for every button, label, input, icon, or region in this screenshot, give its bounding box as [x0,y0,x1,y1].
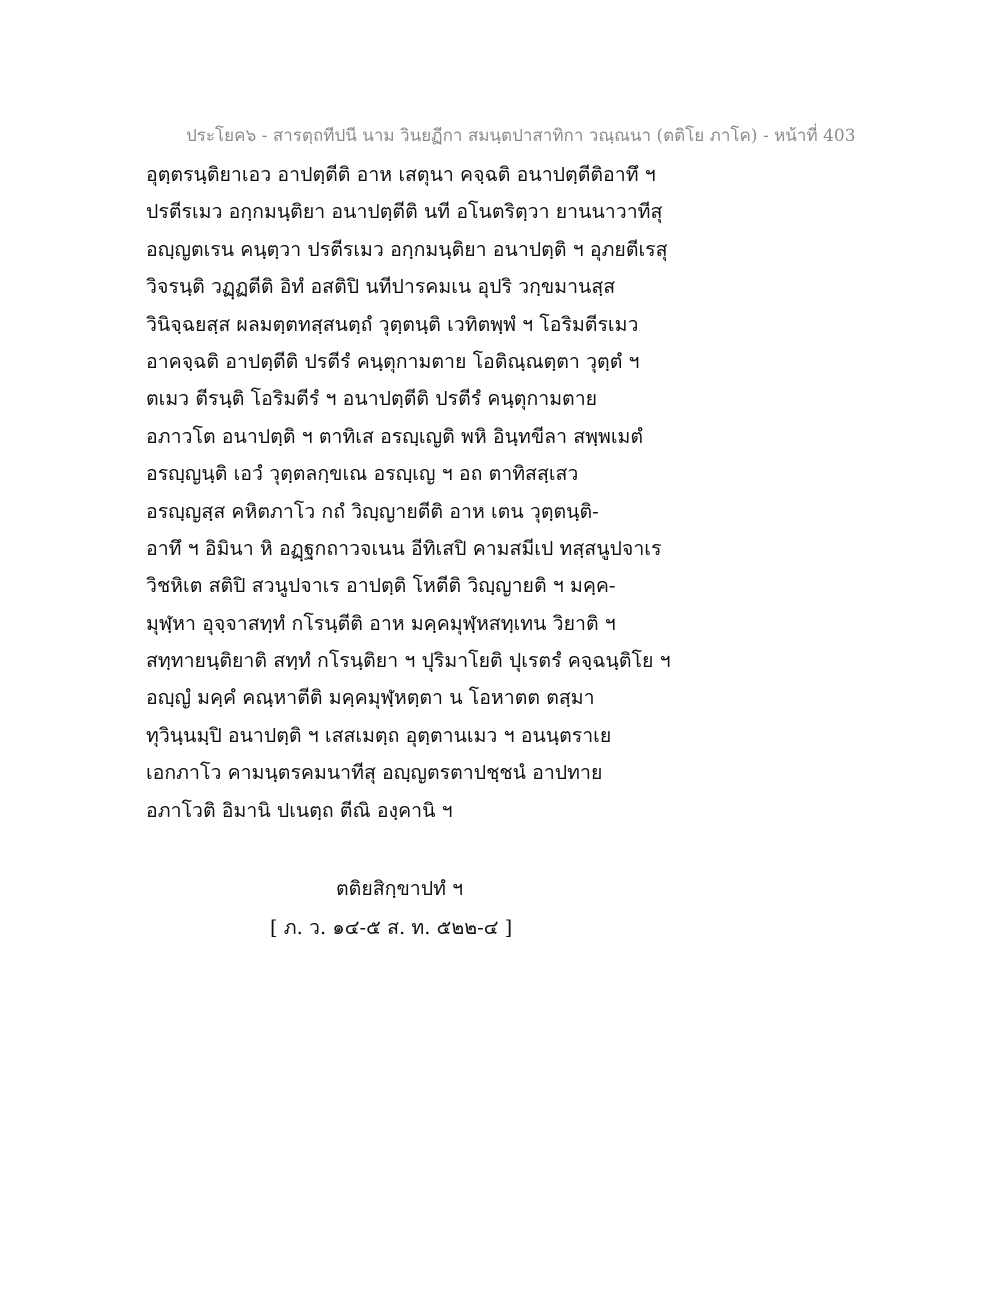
text-line: อาคจฺฉติ อาปตฺตีติ ปรตีรํ คนฺตุกามตาย โอติณฺณตฺตา วุตฺตํ ฯ [146,349,640,373]
text-line: อญฺญํ มคฺคํ คณฺหาตีติ มคฺคมุฬฺหตฺตา น โอหาตต ตสฺมา [146,686,595,710]
text-line: อรญฺญนฺติ เอวํ วุตฺตลกฺขเณ อรญฺเญ ฯ อถ ตาทิสสฺเสว [146,462,579,486]
text-line: อาทึ ฯ อิมินา หิ อฏฺฐกถาวจเนน อีทิเสปิ คามสมีเป ทสฺสนูปจาเร [146,536,662,560]
text-line: วินิจฺฉยสฺส ผลมตฺตทสฺสนตฺถํ วุตฺตนฺติ เวทิตพฺพํ ฯ โอริมตีรเมว [146,312,639,336]
text-line: ทุวินฺนมฺปิ อนาปตฺติ ฯ เสสเมตฺถ อุตฺตานเมว ฯ อนนฺตราเย [146,723,612,747]
text-line: สทฺทายนฺติยาติ สทฺทํ กโรนฺติยา ฯ ปุริมาโยติ ปุเรตรํ คจฺฉนฺติโย ฯ [146,649,671,673]
body-text [146,156,846,829]
text-line: อภาโวติ อิมานิ ปเนตฺถ ตีณิ องฺคานิ ฯ [146,798,453,822]
text-line: ตเมว ตีรนฺติ โอริมตีรํ ฯ อนาปตฺตีติ ปรตีรํ คนฺตุกามตาย [146,387,598,411]
page-header: ประโยค๖ - สารตฺถทีปนี นาม วินยฏีกา สมนฺตปาสาทิกา วณฺณนา (ตติโย ภาโค) - หน้าที่ 403 [186,126,856,146]
text-line: เอกภาโว คามนฺตรคมนาทีสุ อญฺญตรตาปชฺชนํ อาปทาย [146,761,603,785]
text-line: มุฬฺหา อุจฺจาสทฺทํ กโรนฺตีติ อาห มคฺคมุฬฺหสทฺเทน วิยาติ ฯ [146,611,616,635]
text-line: อุตฺตรนฺติยาเอว อาปตฺตีติ อาห เสตุนา คจฺฉติ อนาปตฺตีติอาทึ ฯ [146,163,656,186]
text-line: วิจรนฺติ วฏฺฏตีติ อิทํ อสติปิ นทีปารคมเน อุปริ วกฺขมานสฺส [146,275,616,299]
text-line: อรญฺญสฺส คหิตภาโว กถํ วิญฺญายตีติ อาห เตน วุตฺตนฺติ- [146,499,599,523]
text-line: อภาวโต อนาปตฺติ ฯ ตาทิเส อรญฺเญติ พหิ อินฺทขีลา สพฺพเมตํ [146,424,644,448]
text-line: วิชหิเต สติปิ สวนูปจาเร อาปตฺติ โหตีติ วิญฺญายติ ฯ มคฺค- [146,574,616,598]
section-closing-title: ตติยสิกฺขาปทํ ฯ [336,877,464,900]
reference-citation: [ ภ. ว. ๑๔-๕ ส. ท. ๕๒๒-๔ ] [270,916,513,939]
text-line: อญฺญตเรน คนฺตฺวา ปรตีรเมว อกฺกมนฺติยา อนาปตฺติ ฯ อุภยตีเรสุ [146,237,668,261]
text-line: ปรตีรเมว อกฺกมนฺติยา อนาปตฺตีติ นที อโนตริตฺวา ยานนาวาทีสุ [146,200,663,224]
